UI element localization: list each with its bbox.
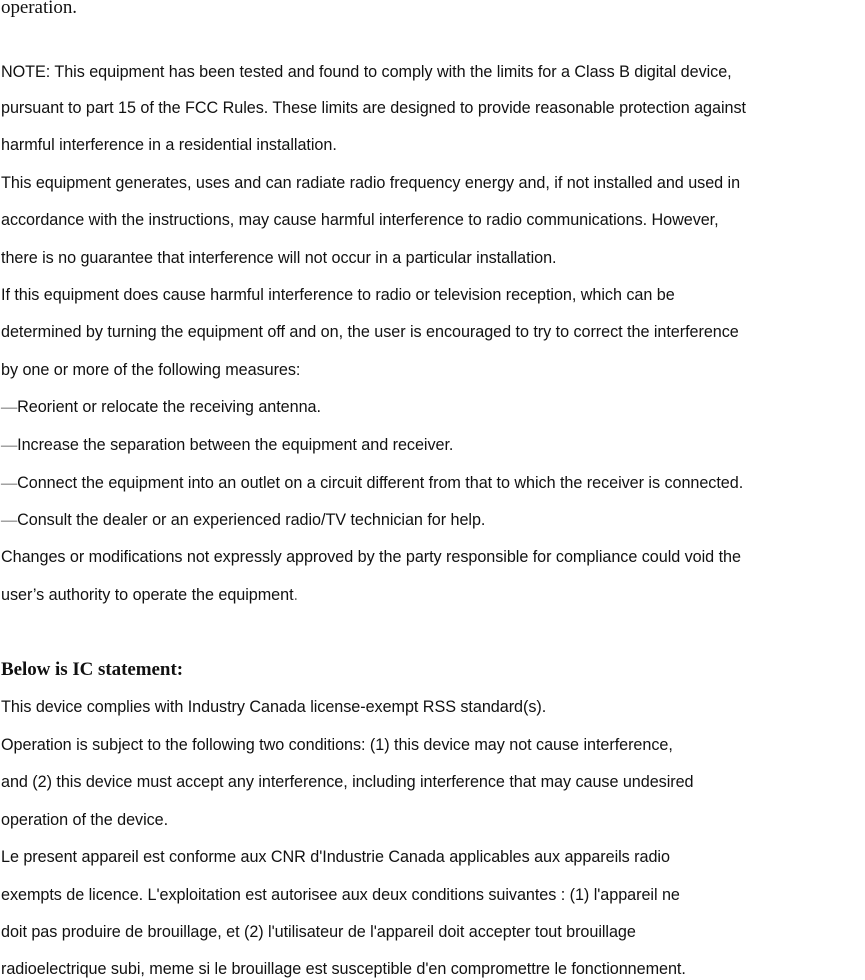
paragraph-line: If this equipment does cause harmful interference to radio or television reception, which can be — [1, 286, 675, 304]
continued-text-fragment: operation. — [1, 0, 78, 18]
paragraph-line: doit pas produire de brouillage, et (2) l'utilisateur de l'appareil doit accepter tout brouillage — [1, 923, 636, 941]
list-item — [1, 397, 321, 417]
paragraph-line: Operation is subject to the following two conditions: (1) this device may not cause interference, — [1, 736, 673, 754]
paragraph-line: This device complies with Industry Canada license-exempt RSS standard(s). — [1, 698, 547, 716]
paragraph-line: and (2) this device must accept any interference, including interference that may cause undesired — [1, 773, 694, 791]
list-item — [1, 473, 743, 493]
paragraph-line — [1, 585, 298, 605]
paragraph-period: . — [293, 586, 298, 604]
list-item-text: Reorient or relocate the receiving antenna. — [17, 398, 321, 416]
em-dash-bullet: — — [1, 398, 18, 416]
paragraph-line: Le present appareil est conforme aux CNR d'Industrie Canada applicables aux appareils radio — [1, 848, 670, 866]
list-item — [1, 435, 453, 455]
em-dash-bullet: — — [1, 474, 18, 492]
em-dash-bullet: — — [1, 511, 18, 529]
paragraph-line: operation of the device. — [1, 811, 169, 829]
paragraph-line: pursuant to part 15 of the FCC Rules. These limits are designed to provide reasonable protection against — [1, 99, 746, 117]
paragraph-line: determined by turning the equipment off and on, the user is encouraged to try to correct the interference — [1, 323, 739, 341]
list-item-text: Connect the equipment into an outlet on a circuit different from that to which the receiver is connected. — [17, 474, 744, 492]
paragraph-line: exempts de licence. L'exploitation est autorisee aux deux conditions suivantes : (1) l'appareil ne — [1, 886, 680, 904]
paragraph-line: NOTE: This equipment has been tested and found to comply with the limits for a Class B digital device, — [1, 63, 732, 81]
list-item — [1, 510, 485, 530]
ic-statement-heading: Below is IC statement: — [1, 659, 184, 680]
paragraph-line: This equipment generates, uses and can radiate radio frequency energy and, if not installed and used in — [1, 174, 741, 192]
paragraph-line: Changes or modifications not expressly approved by the party responsible for compliance could void the — [1, 548, 741, 566]
paragraph-line: accordance with the instructions, may cause harmful interference to radio communications. However, — [1, 211, 719, 229]
paragraph-line: harmful interference in a residential installation. — [1, 136, 337, 154]
list-item-text: Consult the dealer or an experienced radio/TV technician for help. — [17, 511, 486, 529]
em-dash-bullet: — — [1, 436, 18, 454]
paragraph-text: user’s authority to operate the equipment — [1, 586, 294, 604]
list-item-text: Increase the separation between the equipment and receiver. — [17, 436, 454, 454]
paragraph-line: by one or more of the following measures: — [1, 361, 301, 379]
paragraph-line: there is no guarantee that interference will not occur in a particular installation. — [1, 249, 557, 267]
paragraph-line: radioelectrique subi, meme si le brouillage est susceptible d'en compromettre le fonctionnement. — [1, 960, 686, 978]
